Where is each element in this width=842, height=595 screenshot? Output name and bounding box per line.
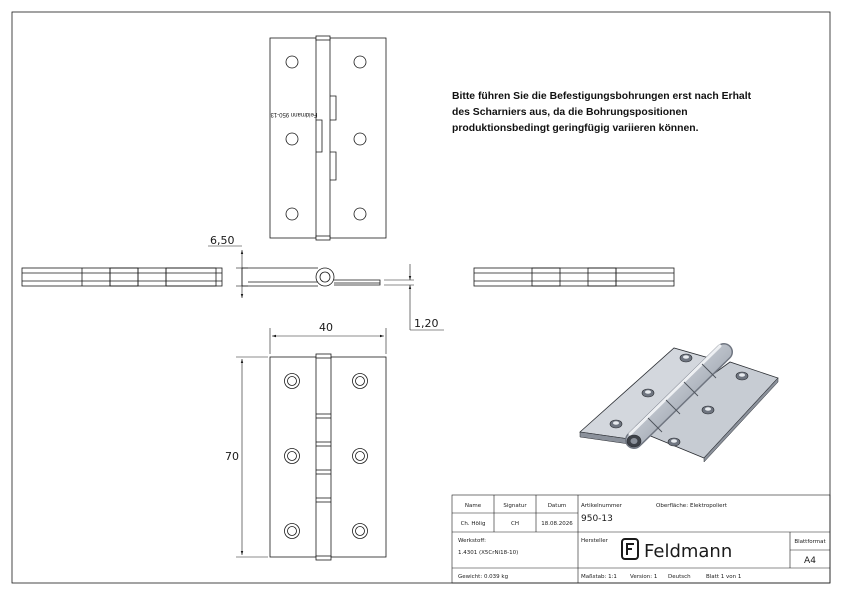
weight-label: Gewicht: 0.039 kg: [458, 574, 509, 580]
sheet-number-label: Blatt 1 von 1: [706, 574, 742, 580]
dimension-width-label: 40: [319, 321, 333, 334]
left-edge-view-hinge: [22, 268, 222, 286]
right-edge-view-hinge: [474, 268, 674, 286]
drilling-note: [452, 89, 792, 137]
dimension-length-label: 70: [225, 450, 239, 463]
title-name-value: Ch. Hölig: [460, 521, 486, 527]
isometric-hinge-render: [580, 346, 778, 462]
side-view-hinge: [242, 268, 380, 286]
dimension-thickness-label: 1,20: [414, 317, 439, 330]
article-number-value: 950-13: [581, 514, 613, 524]
note-line: des Scharniers aus, da die Bohrungspositionen: [452, 107, 688, 118]
manufacturer-label: Hersteller: [581, 538, 608, 544]
title-header-date: Datum: [547, 503, 567, 509]
dimension-open-height-label: 6,50: [210, 234, 235, 247]
feldmann-logo-icon: [622, 539, 638, 559]
material-value: 1.4301 (X5CrNi18-10): [458, 550, 519, 556]
title-date-value: 18.08.2026: [541, 521, 573, 527]
engraving-text: Feldmann 950-13: [270, 111, 318, 117]
material-label: Werkstoff:: [458, 538, 486, 544]
sheet-format-label: Blattformat: [794, 539, 826, 545]
surface-label: Oberfläche:: [656, 503, 689, 509]
scale-label: Maßstab: 1:1: [581, 574, 617, 580]
article-number-label: Artikelnummer: [581, 503, 622, 509]
note-line: produktionsbedingt geringfügig variieren können.: [452, 123, 699, 134]
surface-value: Elektropoliert: [690, 503, 727, 509]
language-label: Deutsch: [668, 574, 691, 580]
dimension-open-height: [208, 246, 248, 298]
note-line: Bitte führen Sie die Befestigungsbohrungen erst nach Erhalt: [452, 91, 752, 102]
title-header-name: Name: [464, 503, 482, 509]
brand-name: Feldmann: [644, 541, 733, 562]
dimension-length: [236, 357, 268, 557]
title-signature-value: CH: [511, 521, 519, 527]
title-header-signature: Signatur: [503, 503, 527, 509]
version-label: Version: 1: [630, 574, 658, 580]
top-view-hinge: [270, 36, 386, 240]
sheet-format-value: A4: [804, 556, 816, 566]
front-view-holes: [285, 374, 368, 539]
